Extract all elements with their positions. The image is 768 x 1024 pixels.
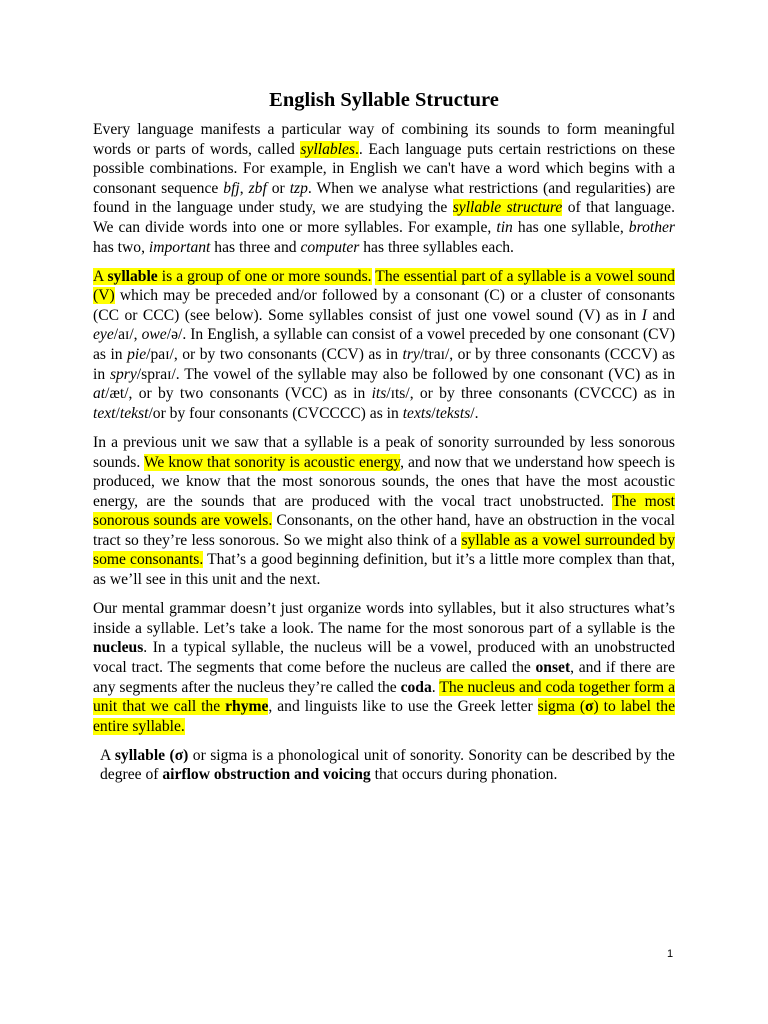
example: at	[93, 385, 106, 403]
text-run: . In a typical syllable, the nucleus will be a vowel, produced with an unobstructed vocal tract. The segments that come before the nucleus are called the	[93, 639, 675, 676]
text-run: which may be preceded and/or followed by a consonant (C) or a cluster of consonants (CC or CCC) (see below). Some syllables consist of just one vowel sound (V) as in	[93, 287, 675, 324]
example: I	[641, 306, 647, 324]
page-number: 1	[666, 948, 674, 960]
example: its	[371, 385, 387, 403]
text-run: . When we analyse what restrictions (and regularities) are found in the language under study, we are studying the	[93, 179, 676, 217]
text-run: , and linguists like to use the Greek letter	[268, 698, 538, 716]
highlight: We know that sonority is acoustic energy	[143, 453, 401, 471]
paragraph-syllable-definition: A syllable is a group of one or more sounds. The essential part of a syllable is a vowel sound (V) which may be preceded and/or followed by a consonant (C) or a cluster of consonants (CC or CCC) (see below). Some syllables consist of just one vowel sound (V) as in I and eye/aɪ/, owe/ə/. In English, a syllable can consist of a vowel preceded by one consonant (CV) as in pie/paɪ/, or by two consonants (CCV) as in try/traɪ/, or by three consonants (CCCV) as in spry/spraɪ/. The vowel of the syllable may also be followed by one consonant (VC) as in at/æt/, or by two consonants (VCC) as in its/ɪts/, or by three consonants (CVCCC) as in text/tekst/or by four consonants (CVCCCC) as in texts/teksts/.	[93, 267, 676, 422]
term-nucleus: nucleus	[93, 639, 144, 657]
term-syllable: syllable	[107, 267, 158, 285]
text-run: has three syllables each.	[359, 238, 514, 256]
text-run: Every language manifests a particular way of combining its sounds to form meaningful words or parts of words, called	[93, 121, 675, 158]
highlight: syllables.	[300, 140, 359, 158]
term-coda: coda	[400, 678, 432, 696]
highlight: sigma (σ) to label the entire syllable.	[93, 698, 676, 735]
text-run: of that language. We can divide words into one or more syllables. For example,	[93, 199, 675, 236]
highlight: The essential part of a syllable is a vowel sound (V)	[93, 267, 675, 305]
example: pie	[127, 346, 147, 364]
text-run: ,	[239, 179, 249, 197]
term-syllable-sigma: syllable (σ)	[114, 746, 189, 764]
term-onset: onset	[535, 658, 571, 676]
text-run: Consonants, on the other hand, have an obstruction in the vocal tract so they’re less sonorous. So we might also think of a	[93, 512, 675, 549]
page-title: English Syllable Structure	[269, 89, 499, 111]
example: text	[93, 404, 116, 422]
document-page	[93, 84, 675, 795]
highlight: syllable as a vowel surrounded by some consonants.	[93, 531, 675, 569]
paragraph-sigma: A syllable (σ) or sigma is a phonological unit of sonority. Sonority can be described by the degree of airflow obstruction and voicing that occurs during phonation.	[100, 746, 675, 784]
text-run: That’s a good beginning definition, but it’s a little more complex than that, as we’ll see in this unit and the next.	[93, 551, 675, 589]
example: texts	[402, 404, 432, 422]
example: spry	[109, 365, 137, 383]
term-syllables: syllables	[300, 140, 355, 158]
text-run: In a previous unit we saw that a syllable is a peak of sonority surrounded by less sonorous sounds.	[93, 433, 675, 471]
example: owe	[141, 326, 167, 344]
text-run: or	[266, 179, 290, 197]
text-run: has two,	[93, 238, 149, 256]
paragraph-sonority	[93, 433, 675, 590]
term-rhyme: rhyme	[225, 698, 269, 716]
text-run: . Each language puts certain restrictions on these possible combinations. For example, in English we can't have a word which begins with a consonant sequence	[93, 140, 675, 197]
example: try	[402, 346, 420, 364]
term-airflow: airflow obstruction and voicing	[162, 766, 371, 784]
text-run: Our mental grammar doesn’t just organize words into syllables, but it also structures what’s inside a syllable. Let’s take a look. The name for the most sonorous part of a syllable is the	[93, 600, 675, 637]
paragraph-intro	[93, 120, 675, 257]
sigma-symbol: σ	[585, 698, 594, 716]
example: important	[148, 238, 211, 256]
text-run: has one syllable,	[512, 218, 629, 236]
example: computer	[300, 238, 360, 256]
highlight: The nucleus and coda together form a unit that we call the rhyme	[93, 678, 676, 716]
text-run: , and if there are any segments after the nucleus they’re called the	[93, 658, 675, 696]
example: brother	[628, 218, 675, 236]
example: zbf	[248, 179, 267, 197]
example: tekst	[119, 404, 149, 422]
example: tzp	[289, 179, 308, 197]
term-syllable-structure: syllable structure	[452, 199, 563, 217]
paragraph-structure: Our mental grammar doesn’t just organize words into syllables, but it also structures what’s inside a syllable. Let’s take a look. The name for the most sonorous part of a syllable is the nucleus. In a typical syllable, the nucleus will be a vowel, produced with an unobstructed vocal tract. The segments that come before the nucleus are called the onset, and if there are any segments after the nucleus they’re called the coda. The nucleus and coda together form a unit that we call the rhyme, and linguists like to use the Greek letter sigma (σ) to label the entire syllable.	[93, 600, 676, 735]
highlight: A syllable is a group of one or more sounds.	[93, 267, 372, 285]
example: teksts	[435, 404, 471, 422]
example: eye	[93, 326, 114, 344]
example: tin	[496, 218, 513, 236]
text-run: , and now that we understand how speech is produced, we know that the most sonorous sounds, the ones that have the most acoustic energy, are the sounds that are produced with the vocal tract unobstructed.	[93, 453, 675, 510]
text-run: or sigma is a phonological unit of sonority. Sonority can be described by the degree of	[100, 746, 675, 784]
example: bfj	[223, 179, 240, 197]
text-run: has three and	[210, 238, 301, 256]
text-run: that occurs during phonation.	[370, 766, 558, 784]
highlight: The most sonorous sounds are vowels.	[93, 492, 675, 530]
